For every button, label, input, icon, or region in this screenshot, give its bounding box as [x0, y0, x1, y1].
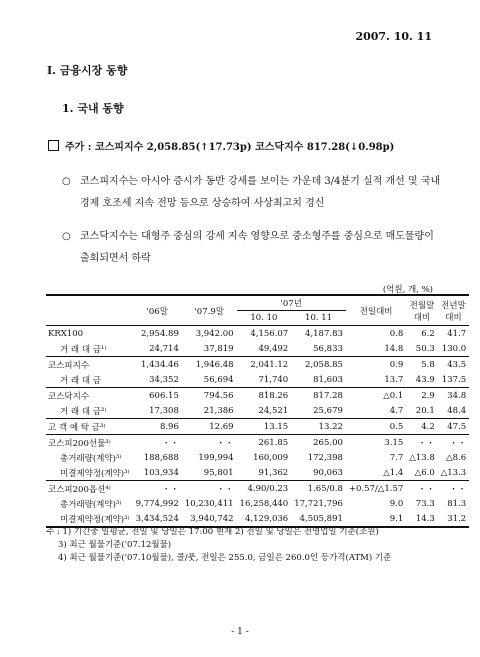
- table-cell: 43.9: [415, 374, 435, 385]
- table-cell: 43.5: [438, 357, 469, 373]
- table-cell: 37,819: [203, 343, 234, 354]
- header-blank: [46, 295, 133, 326]
- table-cell: 9.1: [389, 513, 404, 524]
- footnotes: [46, 526, 391, 565]
- table-row: [46, 496, 469, 511]
- table-row: [46, 372, 469, 388]
- table-cell: 71,740: [258, 374, 289, 385]
- row-label: 거 래 대 금: [60, 375, 101, 386]
- header-col3: 10. 10: [237, 311, 292, 326]
- table-row: [46, 450, 469, 465]
- table-cell: 794.56: [182, 388, 237, 404]
- table-cell: 6.2: [406, 326, 437, 342]
- circle-bullet-icon: ○: [62, 176, 71, 187]
- table-cell: 13.7: [384, 374, 404, 385]
- footnote: 주 : 1) 기간중 일평균, 전일 및 당일은 17:00 현재 2) 전일 및 당일은 전영업일 기준(조원): [46, 527, 379, 537]
- table-cell: ・・: [133, 481, 182, 497]
- table-cell: △0.1: [346, 388, 406, 404]
- table-cell: 81,603: [313, 374, 343, 385]
- table-cell: ・・: [406, 435, 437, 451]
- table-cell: 160,009: [253, 452, 289, 463]
- table-cell: 3.15: [346, 435, 406, 451]
- table-cell: 73.3: [415, 498, 435, 509]
- row-label: 미결제약정(계약)³⁾: [60, 468, 130, 479]
- table-cell: 48.4: [447, 405, 467, 416]
- subsection-title: 1. 국내 동향: [62, 102, 124, 115]
- table-cell: △8.6: [446, 452, 467, 463]
- circle-bullet-icon: ○: [62, 231, 71, 242]
- table-cell: 2,058.85: [291, 357, 346, 373]
- table-cell: 4,187.83: [291, 326, 346, 342]
- table-cell: ・・: [406, 481, 437, 497]
- table-cell: 34,352: [149, 374, 179, 385]
- table-cell: 2,041.12: [237, 357, 292, 373]
- table-cell: 91,362: [258, 467, 289, 478]
- footnote: 4) 최근 월물기준('07.10월물), 콜/풋, 전일은 255.0, 금일은 260.0인 등가격(ATM) 기준: [58, 553, 392, 563]
- table-cell: 41.7: [438, 326, 469, 342]
- table-cell: 24,714: [149, 343, 179, 354]
- table-cell: 17,308: [149, 405, 179, 416]
- table-cell: 7.7: [389, 452, 404, 463]
- table-cell: ・・: [133, 435, 182, 451]
- table-cell: 265.00: [291, 435, 346, 451]
- table-cell: 0.9: [346, 357, 406, 373]
- table-cell: 0.5: [346, 419, 406, 435]
- bullet-kospi: [62, 171, 442, 215]
- table-cell: 49,492: [258, 343, 289, 354]
- table-cell: 4.7: [389, 405, 404, 416]
- table-cell: 137.5: [441, 374, 467, 385]
- table-cell: 14.3: [415, 513, 435, 524]
- section-title: I. 금융시장 동향: [47, 64, 128, 77]
- table-cell: ・・: [438, 481, 469, 497]
- table-cell: 21,386: [203, 405, 234, 416]
- table-cell: △13.8: [409, 452, 435, 463]
- table-cell: 3,940,742: [190, 513, 234, 524]
- table-cell: 90,063: [313, 467, 343, 478]
- row-label: 총거래량(계약)³⁾: [60, 453, 122, 464]
- table-cell: 56,694: [203, 374, 234, 385]
- row-label: 코스피200옵션⁴⁾: [46, 481, 133, 497]
- table-cell: 95,801: [203, 467, 234, 478]
- table-cell: 13.22: [291, 419, 346, 435]
- row-label: 코스피지수: [46, 357, 133, 373]
- table-cell: 12.69: [182, 419, 237, 435]
- table-cell: 50.3: [415, 343, 435, 354]
- table-cell: +0.57/△1.57: [346, 481, 406, 497]
- table-cell: 4.2: [406, 419, 437, 435]
- table-row: [46, 511, 469, 527]
- table-cell: 81.3: [447, 498, 467, 509]
- table-cell: 5.8: [406, 357, 437, 373]
- header-col7: 전년말대비: [438, 295, 469, 326]
- table-cell: 9,774,992: [135, 498, 179, 509]
- table-cell: 31.2: [447, 513, 467, 524]
- table-cell: 1,434.46: [133, 357, 182, 373]
- table-cell: 17,721,796: [294, 498, 343, 509]
- table-row: [46, 341, 469, 357]
- table-row: [46, 435, 469, 451]
- page-number: - 1 -: [231, 627, 249, 637]
- header-col2: '07.9말: [182, 295, 237, 326]
- table-row: [46, 388, 469, 404]
- stock-headline: [48, 138, 394, 153]
- row-label: 거 래 대 금¹⁾: [60, 344, 107, 355]
- table-cell: 3,434,524: [135, 513, 179, 524]
- bullet-text: 코스닥지수는 대형주 중심의 강세 지속 영향으로 중소형주를 중심으로 매도물량이 출회되면서 하락: [80, 231, 434, 264]
- table-cell: 199,994: [198, 452, 234, 463]
- table-cell: 13.15: [237, 419, 292, 435]
- row-label: 고 객 예 탁 금³⁾: [46, 419, 133, 435]
- table-cell: 47.5: [438, 419, 469, 435]
- table-cell: 0.8: [346, 326, 406, 342]
- footnote: 3) 최근 월물기준('07.12월물): [58, 540, 172, 550]
- table-row: [46, 403, 469, 419]
- table-cell: 130.0: [441, 343, 467, 354]
- table-row: [46, 419, 469, 435]
- row-label: 거 래 대 금²⁾: [60, 406, 107, 417]
- table-cell: 261.85: [237, 435, 292, 451]
- table-cell: 1.65/0.8: [291, 481, 346, 497]
- table-cell: 188,688: [143, 452, 179, 463]
- table-cell: 2,954.89: [133, 326, 182, 342]
- header-group: '07년: [237, 295, 346, 311]
- table-cell: 817.28: [291, 388, 346, 404]
- row-label: 총거래량(계약)³⁾: [60, 499, 122, 510]
- table-row: [46, 481, 469, 497]
- bullet-text: 코스피지수는 아시아 증시가 동반 강세를 보이는 가운데 3/4분기 실적 개선 및 국내 경제 호조세 지속 전망 등으로 상승하여 사상최고치 경신: [80, 176, 441, 209]
- row-label: KRX100: [46, 326, 133, 342]
- table-cell: △6.0: [414, 467, 435, 478]
- bullet-kosdaq: [62, 226, 442, 270]
- table-cell: 20.1: [415, 405, 435, 416]
- table-cell: △1.4: [383, 467, 404, 478]
- table-cell: 4,505,891: [299, 513, 343, 524]
- table-row: [46, 465, 469, 481]
- table-cell: 8.96: [133, 419, 182, 435]
- table-cell: 14.8: [384, 343, 404, 354]
- table-cell: 818.26: [237, 388, 292, 404]
- table-cell: 1,946.48: [182, 357, 237, 373]
- table-unit: (억원, 개, %): [382, 285, 433, 295]
- table-cell: 25,679: [313, 405, 343, 416]
- header-col4: 10. 11: [291, 311, 346, 326]
- table-cell: ・・: [182, 435, 237, 451]
- table-cell: ・・: [438, 435, 469, 451]
- checkbox-square-icon: [48, 140, 59, 151]
- table-cell: 2.9: [406, 388, 437, 404]
- table-cell: 10,230,411: [184, 498, 234, 509]
- table-cell: 4,129,036: [244, 513, 289, 524]
- table-body: [46, 326, 469, 528]
- table-cell: 34.8: [438, 388, 469, 404]
- table-cell: 3,942.00: [182, 326, 237, 342]
- table-cell: 103,934: [143, 467, 179, 478]
- table-row: [46, 357, 469, 373]
- stock-headline-text: 주가 : 코스피지수 2,058.85(↑17.73p) 코스닥지수 817.28(↓0.98p): [65, 142, 395, 153]
- header-col1: '06말: [133, 295, 182, 326]
- header-col6: 전월말대비: [406, 295, 437, 326]
- row-label: 코스닥지수: [46, 388, 133, 404]
- row-label: 코스피200선물³⁾: [46, 435, 133, 451]
- table-cell: △13.3: [440, 467, 467, 478]
- table-cell: 606.15: [133, 388, 182, 404]
- market-table: [46, 294, 469, 528]
- table-cell: 56,833: [313, 343, 343, 354]
- table-row: [46, 326, 469, 342]
- header-col5: 전일대비: [346, 295, 406, 326]
- report-date: 2007. 10. 11: [355, 30, 432, 43]
- table-cell: 172,398: [307, 452, 343, 463]
- table-cell: ・・: [182, 481, 237, 497]
- table-cell: 24,521: [258, 405, 289, 416]
- table-cell: 4.90/0.23: [237, 481, 292, 497]
- row-label: 미결제약정(계약)³⁾: [60, 514, 130, 525]
- table-cell: 9.0: [389, 498, 404, 509]
- table-cell: 4,156.07: [237, 326, 292, 342]
- table-cell: 16,258,440: [239, 498, 289, 509]
